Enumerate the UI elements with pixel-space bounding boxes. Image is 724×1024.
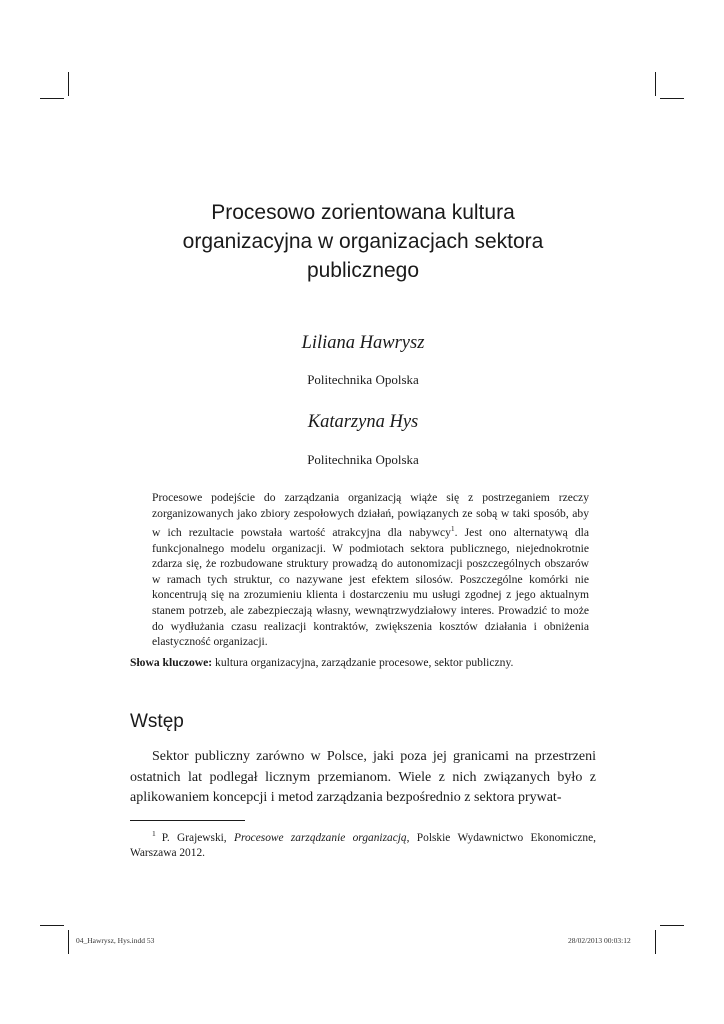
footnote-publisher: , Polskie Wydawnictwo Ekonomiczne, Warszawa 2012. <box>130 831 596 860</box>
footnote-number: 1 <box>152 829 156 838</box>
crop-mark <box>68 72 69 96</box>
slug-filename: 04_Hawrysz, Hys.indd 53 <box>76 936 155 945</box>
article-title <box>130 198 596 285</box>
body-paragraph: Sektor publiczny zarówno w Polsce, jaki poza jej granicami na przestrzeni ostatnich lat podlegał licznym przemianom. Wiele z nich związanych było z aplikowaniem koncepcji i metod zarządzania bezpośrednio z sektora prywat- <box>130 749 596 805</box>
footnote-reference: 1 <box>450 524 455 534</box>
footnote-work-title: Procesowe zarządzanie organizacją <box>233 831 407 844</box>
keywords <box>130 655 610 670</box>
abstract <box>152 490 589 650</box>
footnote-divider <box>130 820 245 821</box>
author-affiliation: Politechnika Opolska <box>307 372 419 387</box>
crop-mark <box>655 72 656 96</box>
title-line: Procesowo zorientowana kultura <box>211 201 515 224</box>
slug-timestamp: 28/02/2013 00:03:12 <box>568 936 631 945</box>
author-affiliation: Politechnika Opolska <box>307 452 419 467</box>
crop-mark <box>40 98 64 99</box>
keywords-text: kultura organizacyjna, zarządzanie procesowe, sektor publiczny. <box>212 656 514 669</box>
title-line: publicznego <box>306 259 420 282</box>
section-heading: Wstęp <box>130 711 184 732</box>
footnote <box>130 826 596 862</box>
abstract-text: Procesowe podejście do zarządzania organizacją wiąże się z postrzeganiem rzeczy zorganizowanych jako zbiory zespołowych działań, powiązanych ze sobą w taki sposób, aby w ich rezultacie powstała wartość atrakcyjna dla nabywcy <box>152 491 589 540</box>
crop-mark <box>68 930 69 954</box>
title-line: organizacyjna w organizacjach sektora <box>182 230 544 253</box>
crop-mark <box>655 930 656 954</box>
keywords-label: Słowa kluczowe: <box>130 656 213 669</box>
crop-mark <box>660 925 684 926</box>
crop-mark <box>40 925 64 926</box>
abstract-text: . Jest ono alternatywą dla funkcjonalnego modelu organizacji. W podmiotach sektora publicznego, niejednokrotnie zdarza się, że rozbudowane struktury prowadzą do autonomizacji poszczególnych obszarów w ramach tych struktur, co nazywane jest efektem silosów. Poszczególne komórki nie koncentrują się na zrozumieniu klienta i dostarczeniu mu usługi zgodnej z jego aktualnym stanem potrzeb, ale zabezpieczają własny, wewnątrzwydziałowy interes. Prowadzić to może do wydłużania czasu realizacji kontraktów, zwiększenia kosztów działania i obniżenia elastyczność organizacji. <box>152 526 590 649</box>
crop-mark <box>660 98 684 99</box>
author-name: Liliana Hawrysz <box>301 333 425 353</box>
author-name: Katarzyna Hys <box>307 412 419 432</box>
footnote-author: P. Grajewski, <box>161 831 234 844</box>
